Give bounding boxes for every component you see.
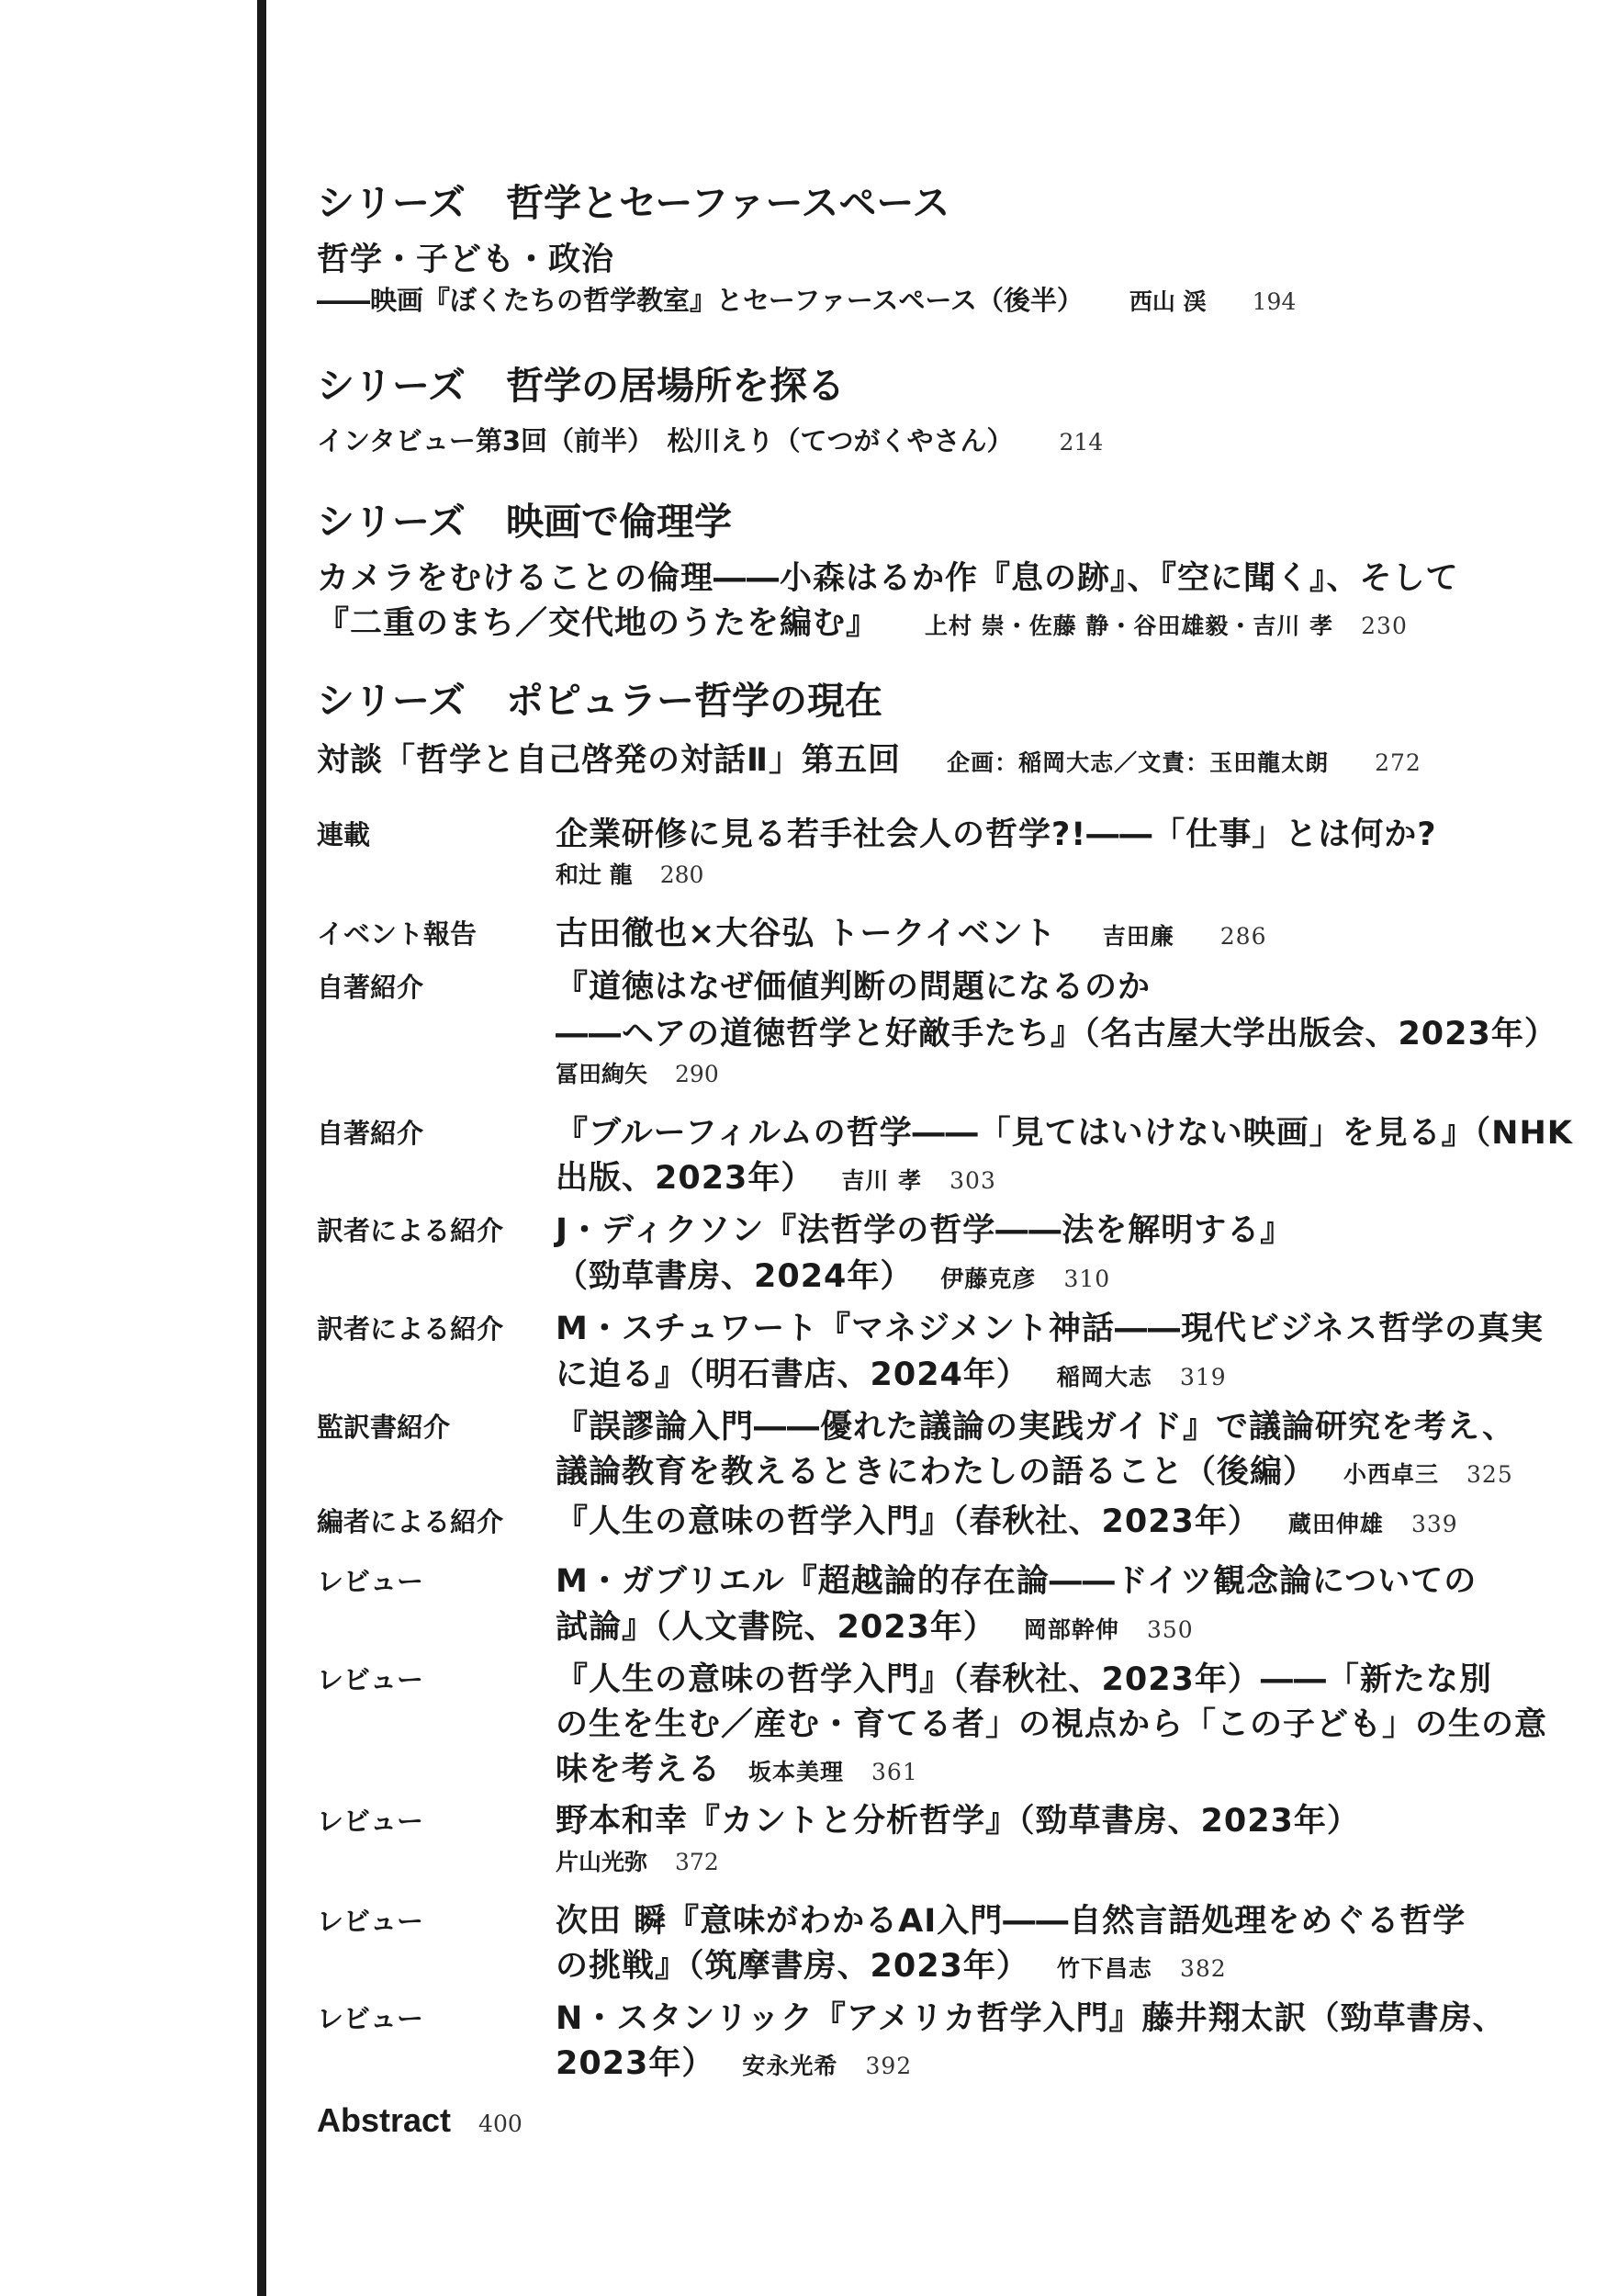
author: 吉川 孝 <box>841 1167 923 1194</box>
entry-title: に迫る』（明石書店、2024年） 稲岡大志 319 <box>556 1356 1227 1393</box>
entry-title: 出版、2023年） 吉川 孝 303 <box>556 1160 996 1197</box>
entry-title: J・ディクソン『法哲学の哲学――法を解明する』 <box>556 1212 1294 1249</box>
author: 西山 渓 <box>1129 288 1207 315</box>
entry-title: 試論』（人文書院、2023年） 岡部幹伸 350 <box>556 1609 1194 1646</box>
abstract-line <box>317 2101 522 2140</box>
series-entry-title: 対談「哲学と自己啓発の対話Ⅱ」第五回 企画：稲岡大志／文責：玉田龍太朗 272 <box>317 742 1421 779</box>
entry-title: 次田 瞬『意味がわかるAI入門――自然言語処理をめぐる哲学 <box>556 1903 1466 1940</box>
series-heading: シリーズ ポピュラー哲学の現在 <box>317 679 882 723</box>
entry-title: の生を生む／産む・育てる者」の視点から「この子ども」の生の意 <box>556 1706 1548 1743</box>
entry-title: の挑戦』（筑摩書房、2023年） 竹下昌志 382 <box>556 1948 1227 1985</box>
author: 伊藤克彦 <box>940 1266 1037 1292</box>
page-number: 361 <box>871 1759 918 1785</box>
series-entry-title: カメラをむけることの倫理――小森はるか作『息の跡』、『空に聞く』、そして <box>317 560 1459 597</box>
author: 片山光弥 <box>556 1849 648 1875</box>
entry-title: 『誤謬論入門――優れた議論の実践ガイド』で議論研究を考え、 <box>556 1409 1516 1446</box>
page-number: 382 <box>1179 1955 1227 1982</box>
author: 蔵田伸雄 <box>1287 1511 1384 1537</box>
entry-title: 『ブルーフィルムの哲学――「見てはいけない映画」を見る』（NHK <box>556 1115 1573 1152</box>
entry-title: N・スタンリック『アメリカ哲学入門』藤井翔太訳（勁草書房、 <box>556 2000 1506 2037</box>
entry-label: 訳者による紹介 <box>317 1215 504 1246</box>
page-number: 272 <box>1375 749 1421 776</box>
page-number: 194 <box>1252 288 1297 315</box>
series-entry-subtitle: 『二重のまち／交代地のうたを編む』 上村 崇・佐藤 静・谷田雄毅・吉川 孝 230 <box>317 605 1408 642</box>
author: 和辻 龍 <box>556 861 633 888</box>
series-heading: シリーズ 映画で倫理学 <box>317 500 732 544</box>
page-number: 350 <box>1146 1616 1194 1643</box>
author: 吉田廉 <box>1102 923 1174 950</box>
entry-title: 企業研修に見る若手社会人の哲学?!――「仕事」とは何か? <box>556 816 1437 853</box>
author: 稲岡大志 <box>1056 1364 1152 1390</box>
page-number: 303 <box>949 1167 996 1194</box>
entry-label: レビュー <box>317 1806 424 1837</box>
series-heading: シリーズ 哲学の居場所を探る <box>317 364 845 408</box>
entry-label: 連載 <box>317 819 371 850</box>
entry-label: 自著紹介 <box>317 972 424 1003</box>
entry-label: レビュー <box>317 1906 424 1937</box>
entry-title: 『人生の意味の哲学入門』（春秋社、2023年）――「新たな別 <box>556 1661 1492 1698</box>
entry-title: 議論教育を教えるときにわたしの語ること（後編） 小西卓三 325 <box>556 1454 1513 1491</box>
entry-title: 味を考える 坂本美理 361 <box>556 1751 918 1788</box>
entry-label: 訳者による紹介 <box>317 1313 504 1345</box>
page-number: 286 <box>1219 923 1267 950</box>
author: 安永光希 <box>742 2053 838 2079</box>
entry-label: 監訳書紹介 <box>317 1412 451 1443</box>
author: 竹下昌志 <box>1056 1955 1152 1982</box>
author: 岡部幹伸 <box>1023 1616 1119 1643</box>
entry-title: 2023年） 安永光希 392 <box>556 2045 913 2082</box>
series-heading: シリーズ 哲学とセーファースペース <box>317 181 950 225</box>
page-number: 214 <box>1059 429 1104 456</box>
entry-title: 『人生の意味の哲学入門』（春秋社、2023年） 蔵田伸雄 339 <box>556 1503 1458 1540</box>
entry-title: （勁草書房、2024年） 伊藤克彦 310 <box>556 1258 1111 1295</box>
entry-title: 野本和幸『カントと分析哲学』（勁草書房、2023年） <box>556 1803 1360 1840</box>
page-number: 400 <box>478 2110 522 2137</box>
page-number: 310 <box>1063 1266 1111 1292</box>
author: 企画：稲岡大志／文責：玉田龍太朗 <box>947 749 1330 776</box>
entry-title: M・スチュワート『マネジメント神話――現代ビジネス哲学の真実 <box>556 1311 1544 1347</box>
entry-title: ――ヘアの道徳哲学と好敵手たち』（名古屋大学出版会、2023年） <box>556 1016 1557 1052</box>
entry-title: 古田徹也×大谷弘 トークイベント 吉田廉 286 <box>556 916 1267 952</box>
series-entry-title: 哲学・子ども・政治 <box>317 242 615 278</box>
page-number: 280 <box>659 861 704 888</box>
entry-meta <box>556 857 703 890</box>
entry-label: レビュー <box>317 1566 424 1597</box>
page-number: 230 <box>1361 613 1408 639</box>
author: 冨田絢矢 <box>556 1061 648 1087</box>
series-entry-subtitle: ――映画『ぼくたちの哲学教室』とセーファースペース（後半） 西山 渓 194 <box>317 285 1297 316</box>
entry-label: レビュー <box>317 2003 424 2034</box>
entry-label: 自著紹介 <box>317 1118 424 1149</box>
entry-label: レビュー <box>317 1664 424 1695</box>
page-number: 392 <box>865 2053 913 2079</box>
entry-meta <box>556 1056 719 1089</box>
entry-title: 『道徳はなぜ価値判断の問題になるのか <box>556 969 1152 1006</box>
margin-rule <box>257 0 266 2296</box>
entry-meta <box>556 1844 719 1877</box>
series-entry-title: インタビュー第3回（前半） 松川えり（てつがくやさん） 214 <box>317 425 1104 456</box>
page-number: 339 <box>1410 1511 1458 1537</box>
author: 坂本美理 <box>748 1759 845 1785</box>
entry-title: M・ガブリエル『超越論的存在論――ドイツ観念論についての <box>556 1563 1478 1600</box>
author: 上村 崇・佐藤 静・谷田雄毅・吉川 孝 <box>925 613 1334 639</box>
page-number: 372 <box>675 1849 719 1875</box>
page-number: 290 <box>675 1061 719 1087</box>
abstract-label: Abstract <box>317 2101 452 2139</box>
entry-label: 編者による紹介 <box>317 1506 504 1537</box>
author: 小西卓三 <box>1343 1461 1440 1488</box>
page-number: 319 <box>1179 1364 1227 1390</box>
page-number: 325 <box>1466 1461 1513 1488</box>
entry-label: イベント報告 <box>317 918 478 950</box>
